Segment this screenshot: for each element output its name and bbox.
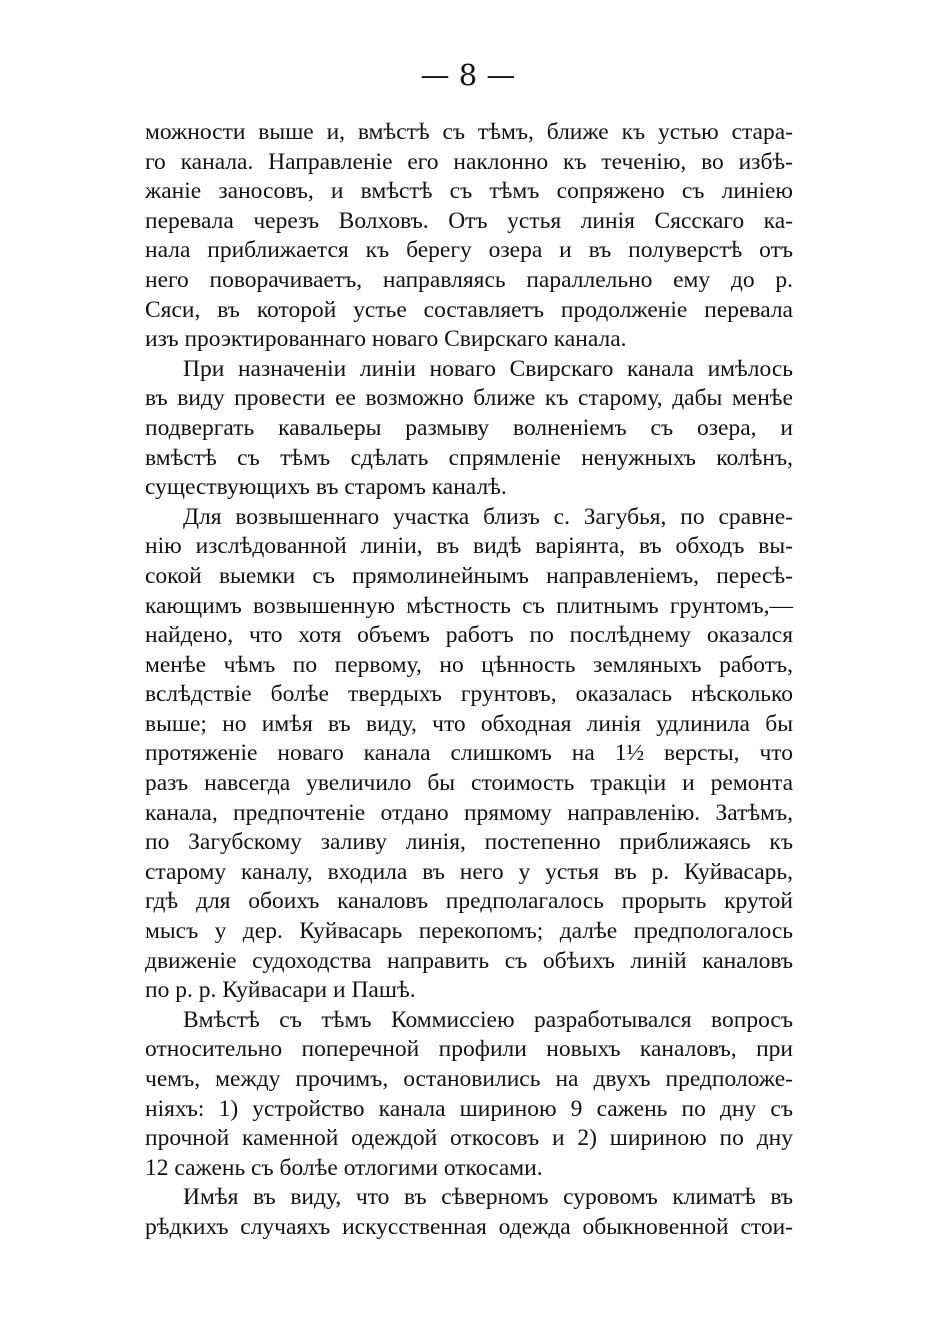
paragraph	[145, 503, 793, 1006]
text-line: При назначеніи линіи новаго Свирскаго канала имѣлось	[183, 355, 793, 382]
text-line: вмѣстѣ съ тѣмъ сдѣлать спрямленіе ненужныхъ колѣнъ,	[145, 444, 793, 471]
text-line: перевала черезъ Волховъ. Отъ устья линія Сясскаго ка-	[145, 207, 793, 234]
text-line: движеніе судоходства направить съ обѣихъ линій каналовъ	[145, 947, 793, 974]
text-line: старому каналу, входила въ него у устья въ р. Куйвасарь,	[145, 858, 793, 885]
text-line: мысъ у дер. Куйвасарь перекопомъ; далѣе предпологалось	[145, 918, 793, 945]
text-line: найдено, что хотя объемъ работъ по послѣднему оказался	[145, 622, 793, 649]
text-line: вслѣдствіе болѣе твердыхъ грунтовъ, оказалась нѣсколько	[145, 681, 793, 708]
text-line: въ виду провести ее возможно ближе къ старому, дабы менѣе	[145, 385, 793, 412]
text-line: прочной каменной одеждой откосовъ и 2) шириною по дну	[145, 1125, 793, 1152]
text-line: по Загубскому заливу линія, постепенно приближаясь къ	[145, 829, 793, 856]
text-line: разъ навсегда увеличило бы стоимость тракціи и ремонта	[145, 770, 793, 797]
text-line: кающимъ возвышенную мѣстность съ плитнымъ грунтомъ,—	[145, 592, 793, 619]
text-line: Вмѣстѣ съ тѣмъ Коммиссіею разработывался вопросъ	[183, 1006, 793, 1033]
body-text	[145, 118, 793, 1243]
text-line: подвергать кавальеры размыву волненіемъ съ озера, и	[145, 414, 793, 441]
text-line: нала приближается къ берегу озера и въ полуверстѣ отъ	[145, 237, 793, 264]
paragraph	[145, 1183, 793, 1242]
text-line: него поворачиваетъ, направляясь параллельно ему до р.	[145, 266, 793, 293]
text-line: нію изслѣдованной линіи, въ видѣ варіянта, въ обходъ вы-	[145, 533, 793, 560]
text-line: Для возвышеннаго участка близъ с. Загубья, по сравне-	[183, 503, 793, 530]
text-line: изъ проэктированнаго новаго Свирскаго канала.	[145, 326, 627, 353]
text-line: сокой выемки съ прямолинейнымъ направленіемъ, пересѣ-	[145, 562, 793, 589]
text-line: рѣдкихъ случаяхъ искусственная одежда обыкновенной стои-	[145, 1213, 793, 1240]
text-line: относительно поперечной профили новыхъ каналовъ, при	[145, 1036, 793, 1063]
paragraph	[145, 355, 793, 503]
text-line: протяженіе новаго канала слишкомъ на 1½ версты, что	[145, 740, 793, 767]
text-line: гдѣ для обоихъ каналовъ предполагалось прорыть крутой	[145, 888, 793, 915]
text-line: ніяхъ: 1) устройство канала шириною 9 сажень по дну съ	[145, 1095, 793, 1122]
paragraph	[145, 118, 793, 355]
text-line: Сяси, въ которой устье составляетъ продолженіе перевала	[145, 296, 793, 323]
page-number: — 8 —	[420, 58, 516, 92]
text-line: го канала. Направленіе его наклонно къ теченію, во избѣ-	[145, 148, 793, 175]
paragraph	[145, 1006, 793, 1184]
text-line: чемъ, между прочимъ, остановились на двухъ предположе-	[145, 1066, 793, 1092]
text-line: жаніе заносовъ, и вмѣстѣ съ тѣмъ сопряжено съ линіею	[145, 178, 793, 205]
text-line: Имѣя въ виду, что въ сѣверномъ суровомъ климатѣ въ	[183, 1184, 793, 1211]
text-line: можности выше и, вмѣстѣ съ тѣмъ, ближе къ устью стара-	[145, 119, 793, 145]
text-line: менѣе чѣмъ по первому, но цѣнность земляныхъ работъ,	[145, 651, 793, 678]
text-line: существующихъ въ старомъ каналѣ.	[145, 474, 507, 501]
text-line: по р. р. Куйвасари и Пашѣ.	[145, 977, 416, 1004]
text-line: канала, предпочтеніе отдано прямому направленію. Затѣмъ,	[145, 799, 793, 826]
text-line: выше; но имѣя въ виду, что обходная линія удлинила бы	[145, 710, 793, 737]
text-line: 12 сажень съ болѣе отлогими откосами.	[145, 1154, 543, 1181]
